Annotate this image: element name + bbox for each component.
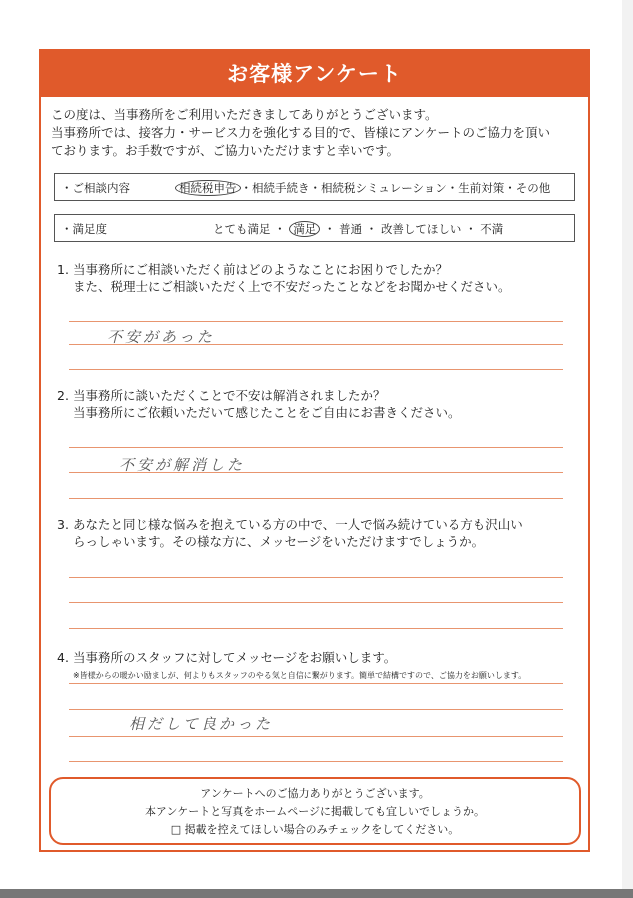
satisfaction-selected[interactable]: 満足 xyxy=(289,221,320,237)
intro-line: この度は、当事務所をご利用いただきましてありがとうございます。 xyxy=(51,107,438,122)
publish-opt-out-checkbox[interactable]: □ xyxy=(170,823,182,836)
handwritten-answer-2: 不安が解消した xyxy=(119,456,246,474)
question-text: 当事務所に談いただくことで不安は解消されましたか？ xyxy=(73,388,386,403)
question-text: あなたと同じ様な悩みを抱えている方の中で、一人で悩み続けている方も沢山い xyxy=(73,517,523,532)
question-text: 当事務所にご相談いただく前はどのようなことにお困りでしたか？ xyxy=(73,262,449,277)
consultation-rest: ・相続手続き・相続税シミュレーション・生前対策・その他 xyxy=(240,181,551,195)
question-text: 当事務所にご依頼いただいて感じたことをご自由にお書きください。 xyxy=(73,405,461,420)
answer-rule xyxy=(69,761,563,762)
satisfaction-opt-improve[interactable]: 改善してほしい xyxy=(380,222,462,236)
consultation-options xyxy=(175,180,550,196)
separator: ・ xyxy=(323,222,336,236)
intro-text xyxy=(51,106,581,160)
survey-form xyxy=(39,49,590,852)
satisfaction-options xyxy=(213,221,503,237)
question-2 xyxy=(57,387,577,421)
scan-edge xyxy=(0,889,633,898)
consultation-selected[interactable]: 相続税申告 xyxy=(175,180,241,196)
question-text: また、税理士にご相談いただく上で不安だったことなどをお聞かせください。 xyxy=(73,279,511,294)
consultation-box xyxy=(54,173,575,201)
question-text: らっしゃいます。その様な方に、メッセージをいただけますでしょうか。 xyxy=(73,534,485,549)
separator: ・ xyxy=(465,222,477,236)
question-4 xyxy=(57,649,577,666)
answer-rule xyxy=(69,447,563,448)
intro-line: ております。お手数ですが、ご協力いただけますと幸いです。 xyxy=(51,143,400,158)
satisfaction-label: ・満足度 xyxy=(61,222,107,236)
question-text: 当事務所のスタッフに対してメッセージをお願いします。 xyxy=(73,650,397,665)
handwritten-answer-4: 相だして良かった xyxy=(129,715,274,733)
consultation-label: ・ご相談内容 xyxy=(61,181,130,195)
question-number: 1. xyxy=(57,262,69,277)
footer-line: 掲載を控えてほしい場合のみチェックをしてください。 xyxy=(184,823,460,836)
satisfaction-box xyxy=(54,214,575,242)
answer-rule xyxy=(69,321,563,322)
separator: ・ xyxy=(274,222,286,236)
question-number: 4. xyxy=(57,650,69,665)
footer-line: 本アンケートと写真をホームページに掲載しても宜しいでしょうか。 xyxy=(144,805,486,818)
question-1 xyxy=(57,261,577,295)
separator: ・ xyxy=(365,222,378,236)
answer-rule xyxy=(69,602,563,603)
answer-rule xyxy=(69,709,563,710)
footer-line: アンケートへのご協力ありがとうございます。 xyxy=(200,787,430,800)
handwritten-answer-1: 不安があった xyxy=(107,328,215,346)
question-3 xyxy=(57,516,577,550)
scan-edge xyxy=(622,0,633,898)
question-note: ※皆様からの暖かい励ましが、何よりもスタッフのやる気と自信に繋がります。簡単で結構ですので、ご協力をお願いします。 xyxy=(73,671,527,680)
answer-rule xyxy=(69,736,563,737)
satisfaction-opt-very[interactable]: とても満足 xyxy=(213,222,271,236)
footer-checkbox-row xyxy=(51,821,579,839)
answer-rule xyxy=(69,683,563,684)
answer-rule xyxy=(69,498,563,499)
question-number: 2. xyxy=(57,388,69,403)
answer-rule xyxy=(69,577,563,578)
satisfaction-opt-dissatisfied[interactable]: 不満 xyxy=(480,222,504,236)
intro-line: 当事務所では、接客力・サービス力を強化する目的で、皆様にアンケートのご協力を頂い xyxy=(51,125,551,140)
satisfaction-opt-normal[interactable]: 普通 xyxy=(339,222,363,236)
answer-rule xyxy=(69,369,563,370)
answer-rule xyxy=(69,628,563,629)
question-number: 3. xyxy=(57,517,69,532)
footer-box xyxy=(49,777,581,845)
form-title: お客様アンケート xyxy=(41,51,588,97)
